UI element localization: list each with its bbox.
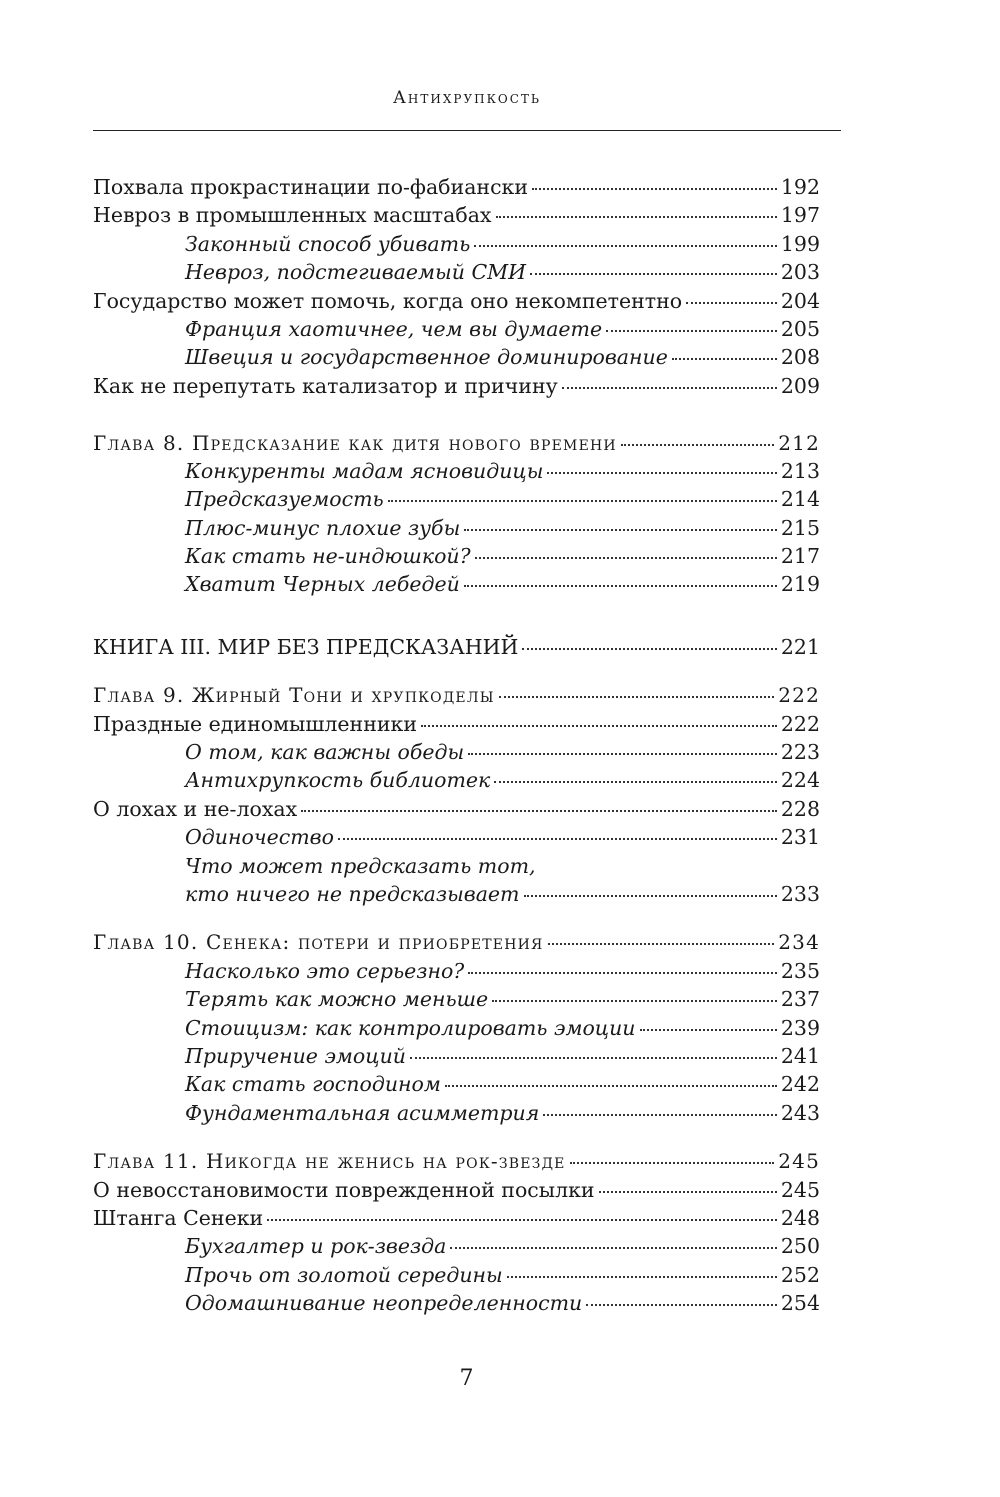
leader-dots [507, 1276, 777, 1278]
toc-title: Одиночество [185, 825, 334, 850]
leader-dots [586, 1304, 777, 1306]
toc-title: Как стать господином [185, 1072, 441, 1097]
leader-dots [599, 1191, 777, 1193]
toc-title: Швеция и государственное доминирование [185, 345, 668, 370]
toc-title: Фундаментальная асимметрия [185, 1100, 540, 1125]
toc-page: 239 [780, 1015, 820, 1040]
toc-subentry[interactable] [93, 1099, 820, 1127]
leader-dots [640, 1029, 777, 1031]
toc-title: Как не перепутать катализатор и причину [93, 373, 558, 398]
toc-title: Приручение эмоций [185, 1043, 406, 1068]
toc-page: 243 [780, 1100, 820, 1125]
toc-title: О невосстановимости поврежденной посылки [93, 1177, 595, 1202]
toc-entry[interactable] [93, 1204, 820, 1232]
leader-dots [686, 302, 777, 304]
toc-subentry[interactable] [93, 880, 820, 908]
leader-dots [338, 838, 777, 840]
leader-dots [388, 500, 777, 502]
toc-book[interactable] [93, 633, 820, 661]
toc-title: Штанга Сенеки [93, 1205, 264, 1230]
toc-page: 245 [780, 1177, 820, 1202]
toc-title: Предсказуемость [185, 487, 384, 512]
toc-title: Глава 8. Предсказание как дитя нового времени [93, 430, 617, 455]
toc-title: Франция хаотичнее, чем вы думаете [185, 316, 603, 341]
toc-entry[interactable] [93, 287, 820, 315]
toc-title: Антихрупкость библиотек [185, 768, 491, 793]
toc-page: 203 [780, 260, 820, 285]
toc-title: Хватит Черных лебедей [185, 572, 460, 597]
toc-title: О лохах и не-лохах [93, 796, 298, 821]
toc-subentry[interactable] [93, 514, 820, 542]
toc-subentry[interactable] [93, 258, 820, 286]
leader-dots [606, 330, 777, 332]
toc-subentry[interactable] [93, 570, 820, 598]
toc-page: 208 [780, 345, 820, 370]
leader-dots [464, 529, 777, 531]
header-rule [93, 130, 841, 131]
toc-page: 245 [778, 1149, 820, 1174]
toc-page: 212 [778, 430, 820, 455]
leader-dots [468, 972, 777, 974]
toc-subentry[interactable] [93, 1289, 820, 1317]
toc-page: 204 [780, 288, 820, 313]
toc-page: 250 [780, 1234, 820, 1259]
leader-dots [267, 1219, 777, 1221]
leader-dots [543, 1114, 777, 1116]
toc-title: Прочь от золотой середины [185, 1262, 503, 1287]
toc-entry[interactable] [93, 710, 820, 738]
leader-dots [562, 387, 777, 389]
toc-page: 237 [780, 987, 820, 1012]
toc-subentry[interactable] [93, 1070, 820, 1098]
leader-dots [464, 585, 777, 587]
leader-dots [524, 895, 777, 897]
spacer [93, 1127, 820, 1147]
toc-entry[interactable] [93, 372, 820, 400]
leader-dots [421, 725, 777, 727]
toc-chapter[interactable] [93, 928, 820, 956]
toc-subentry-line1[interactable] [93, 852, 820, 880]
toc-chapter[interactable] [93, 1147, 820, 1175]
toc-page: 213 [780, 458, 820, 483]
toc-subentry[interactable] [93, 1261, 820, 1289]
toc-entry[interactable] [93, 173, 820, 201]
toc-page: 252 [780, 1262, 820, 1287]
leader-dots [496, 216, 777, 218]
toc-page: 205 [780, 316, 820, 341]
toc-title: Бухгалтер и рок-звезда [185, 1234, 447, 1259]
toc-subentry[interactable] [93, 1042, 820, 1070]
toc-page: 214 [780, 487, 820, 512]
leader-dots [672, 358, 777, 360]
toc-subentry[interactable] [93, 1014, 820, 1042]
toc-page: 223 [780, 740, 820, 765]
toc-title: Конкуренты мадам ясновидицы [185, 458, 544, 483]
toc-title: Глава 11. Никогда не женись на рок-звезде [93, 1149, 566, 1174]
toc-page: 209 [780, 373, 820, 398]
table-of-contents [93, 173, 820, 1317]
toc-title: Невроз, подстегиваемый СМИ [185, 260, 527, 285]
spacer [93, 661, 820, 681]
toc-chapter[interactable] [93, 681, 820, 709]
toc-page: 221 [780, 634, 820, 659]
toc-title: КНИГА III. МИР БЕЗ ПРЕДСКАЗАНИЙ [93, 634, 519, 659]
toc-subentry[interactable] [93, 766, 820, 794]
toc-page: 233 [780, 881, 820, 906]
toc-subentry[interactable] [93, 343, 820, 371]
leader-dots [492, 1000, 777, 1002]
toc-title: Законный способ убивать [185, 231, 471, 256]
toc-page: 224 [780, 768, 820, 793]
toc-subentry[interactable] [93, 1232, 820, 1260]
leader-dots [410, 1057, 777, 1059]
toc-chapter[interactable] [93, 429, 820, 457]
toc-page: 219 [780, 572, 820, 597]
running-head: Антихрупкость [393, 88, 541, 108]
toc-title: Стоицизм: как контролировать эмоции [185, 1015, 636, 1040]
toc-title: Терять как можно меньше [185, 987, 489, 1012]
toc-page: 217 [780, 544, 820, 569]
leader-dots [468, 753, 777, 755]
leader-dots [475, 557, 777, 559]
toc-title: Невроз в промышленных масштабах [93, 203, 492, 228]
leader-dots [494, 781, 777, 783]
toc-page: 215 [780, 515, 820, 540]
leader-dots [547, 472, 776, 474]
spacer [93, 908, 820, 928]
toc-title: Глава 10. Сенека: потери и приобретения [93, 930, 544, 955]
toc-page: 222 [778, 683, 820, 708]
toc-page: 199 [780, 231, 820, 256]
toc-subentry[interactable] [93, 985, 820, 1013]
toc-subentry[interactable] [93, 457, 820, 485]
toc-title: Праздные единомышленники [93, 711, 418, 736]
toc-page: 222 [780, 711, 820, 736]
toc-title: Как стать не-индюшкой? [185, 544, 471, 569]
leader-dots [474, 245, 777, 247]
leader-dots [450, 1247, 777, 1249]
leader-dots [445, 1085, 777, 1087]
toc-page: 241 [780, 1043, 820, 1068]
leader-dots [570, 1162, 775, 1164]
leader-dots [301, 810, 777, 812]
leader-dots [532, 188, 777, 190]
spacer [93, 400, 820, 428]
toc-title: Государство может помочь, когда оно некомпетентно [93, 288, 683, 313]
toc-page: 197 [780, 203, 820, 228]
toc-title: Глава 9. Жирный Тони и хрупкоделы [93, 683, 495, 708]
leader-dots [548, 943, 775, 945]
toc-title: Одомашнивание неопределенности [185, 1291, 583, 1316]
toc-page: 254 [780, 1291, 820, 1316]
toc-subentry[interactable] [93, 957, 820, 985]
toc-entry[interactable] [93, 795, 820, 823]
toc-page: 234 [778, 930, 820, 955]
toc-title: Насколько это серьезно? [185, 958, 465, 983]
toc-title: кто ничего не предсказывает [185, 881, 520, 906]
toc-title: О том, как важны обеды [185, 740, 465, 765]
toc-subentry[interactable] [93, 230, 820, 258]
leader-dots [530, 273, 777, 275]
toc-page: 231 [780, 825, 820, 850]
toc-subentry[interactable] [93, 542, 820, 570]
toc-page: 242 [780, 1072, 820, 1097]
leader-dots [499, 696, 775, 698]
toc-subentry[interactable] [93, 485, 820, 513]
toc-entry[interactable] [93, 201, 820, 229]
spacer [93, 599, 820, 633]
toc-title: Похвала прокрастинации по-фабиански [93, 175, 529, 199]
page-number: 7 [459, 1366, 474, 1391]
leader-dots [522, 648, 776, 650]
toc-page: 235 [780, 958, 820, 983]
toc-title: Что может предсказать тот, [185, 853, 536, 878]
toc-page: 248 [780, 1205, 820, 1230]
leader-dots [621, 444, 774, 446]
toc-page: 192 [780, 175, 820, 199]
toc-subentry[interactable] [93, 738, 820, 766]
toc-title: Плюс-минус плохие зубы [185, 515, 461, 540]
toc-subentry[interactable] [93, 315, 820, 343]
toc-entry[interactable] [93, 1176, 820, 1204]
toc-subentry[interactable] [93, 823, 820, 851]
toc-page: 228 [780, 796, 820, 821]
